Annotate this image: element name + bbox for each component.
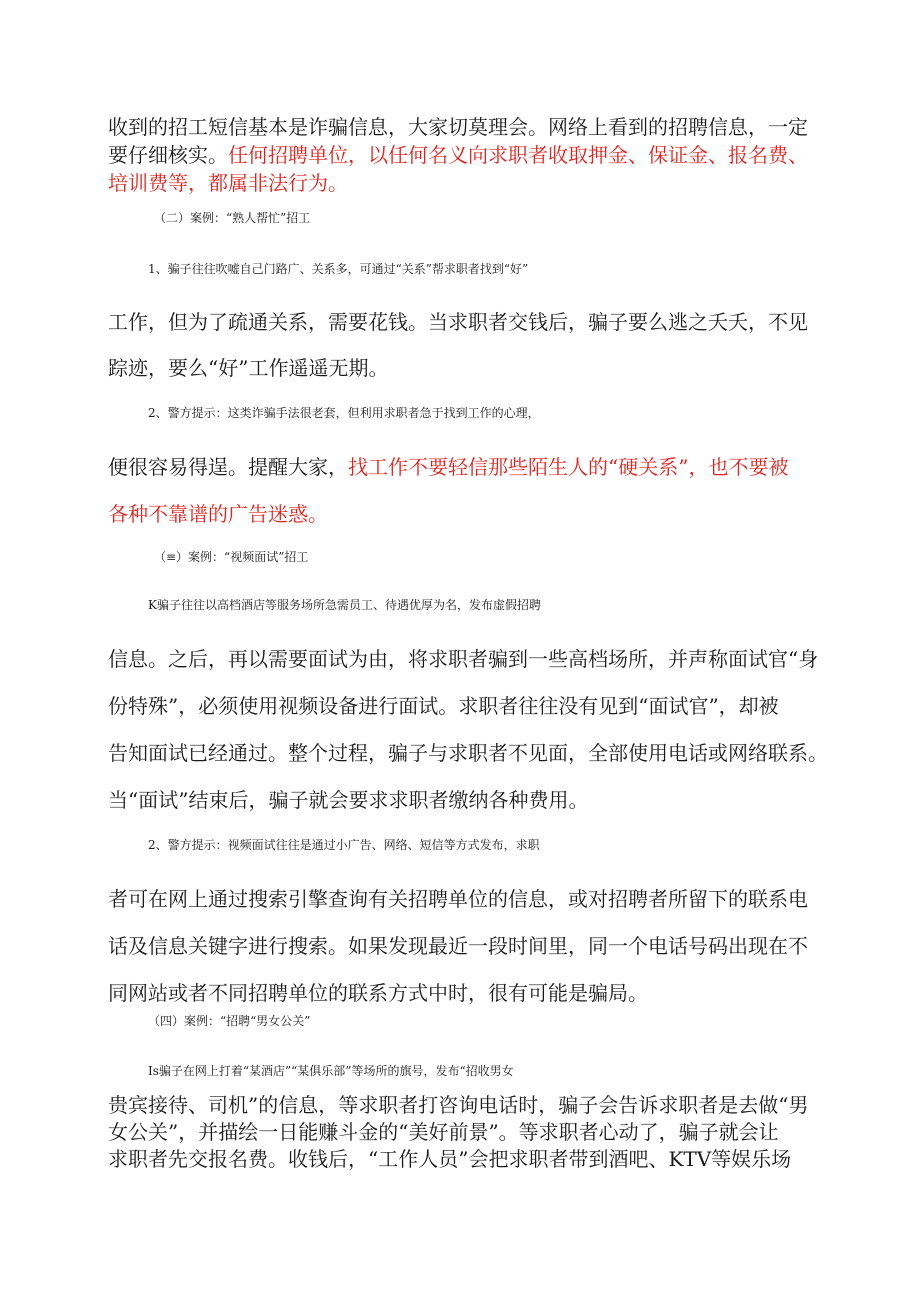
p4-line2: 信息。之后，再以需要面试为由，将求职者骗到一些高档场所，并声称面试官“身 — [108, 647, 819, 671]
warning-text: 任何招聘单位，以任何名义向求职者收取押金、保证金、报名费、 — [228, 143, 808, 167]
p1-line2-plain: 要仔细核实。 — [108, 143, 228, 167]
p3-line1: 2、警方提示：这类诈骗手法很老套，但利用求职者急于找到工作的心理， — [148, 406, 540, 420]
p4-line1: K骗子往往以高档酒店等服务场所急需员工、待遇优厚为名，发布虚假招聘 — [148, 598, 541, 612]
p3-line2-plain: 便很容易得逞。提醒大家， — [108, 455, 348, 479]
p5-line3: 话及信息关键字进行搜索。如果发现最近一段时间里，同一个电话号码出现在不 — [108, 934, 808, 958]
section-heading-3: （≡）案例：“视频面试”招工 — [154, 550, 309, 564]
p2-line2: 工作，但为了疏通关系，需要花钱。当求职者交钱后，骗子要么逃之夭夭，不见 — [108, 310, 808, 334]
p5-line1: 2、警方提示：视频面试往往是通过小广告、网络、短信等方式发布，求职 — [148, 838, 540, 852]
p3-line2 — [108, 451, 828, 480]
p1-line1: 收到的招工短信基本是诈骗信息，大家切莫理会。网络上看到的招聘信息，一定 — [108, 115, 808, 139]
p3-line3-warning: 各种不靠谱的广告迷惑。 — [108, 502, 328, 526]
p1-line3-warning: 培训费等，都属非法行为。 — [108, 171, 348, 195]
p6-line4: 求职者先交报名费。收钱后，“工作人员”会把求职者带到酒吧、KTV等娱乐场 — [108, 1147, 792, 1171]
warning-text: 找工作不要轻信那些陌生人的“硬关系”，也不要被 — [348, 455, 789, 479]
section-heading-2: （二）案例：“熟人帮忙”招工 — [154, 211, 311, 225]
p5-line4: 同网站或者不同招聘单位的联系方式中时，很有可能是骗局。 — [108, 981, 648, 1005]
section-heading-4: （四）案例：“招聘“男女公关” — [148, 1014, 311, 1028]
p5-line2: 者可在网上通过搜索引擎查询有关招聘单位的信息，或对招聘者所留下的联系电 — [108, 887, 808, 911]
p2-line1: 1、骗子往往吹嘘自己门路广、关系多，可通过“关系”帮求职者找到“好” — [148, 262, 529, 276]
p1-line2 — [108, 139, 828, 168]
p2-line3: 踪迹，要么“好”工作遥遥无期。 — [108, 356, 389, 380]
p6-line1: Is骗子在网上打着“某酒店”“某俱乐部”等场所的旗号，发布“招收男女 — [148, 1064, 514, 1078]
p6-line3: 女公关”，并描绘一日能赚斗金的“美好前景”。等求职者心动了，骗子就会让 — [108, 1120, 779, 1144]
p6-line2: 贵宾接待、司机”的信息，等求职者打咨询电话时，骗子会告诉求职者是去做“男 — [108, 1093, 809, 1117]
p4-line3: 份特殊”，必须使用视频设备进行面试。求职者往往没有见到“面试官”，却被 — [108, 694, 779, 718]
p4-line5: 当“面试”结束后，骗子就会要求求职者缴纳各种费用。 — [108, 788, 589, 812]
p4-line4: 告知面试已经通过。整个过程，骗子与求职者不见面，全部使用电话或网络联系。 — [108, 741, 828, 765]
